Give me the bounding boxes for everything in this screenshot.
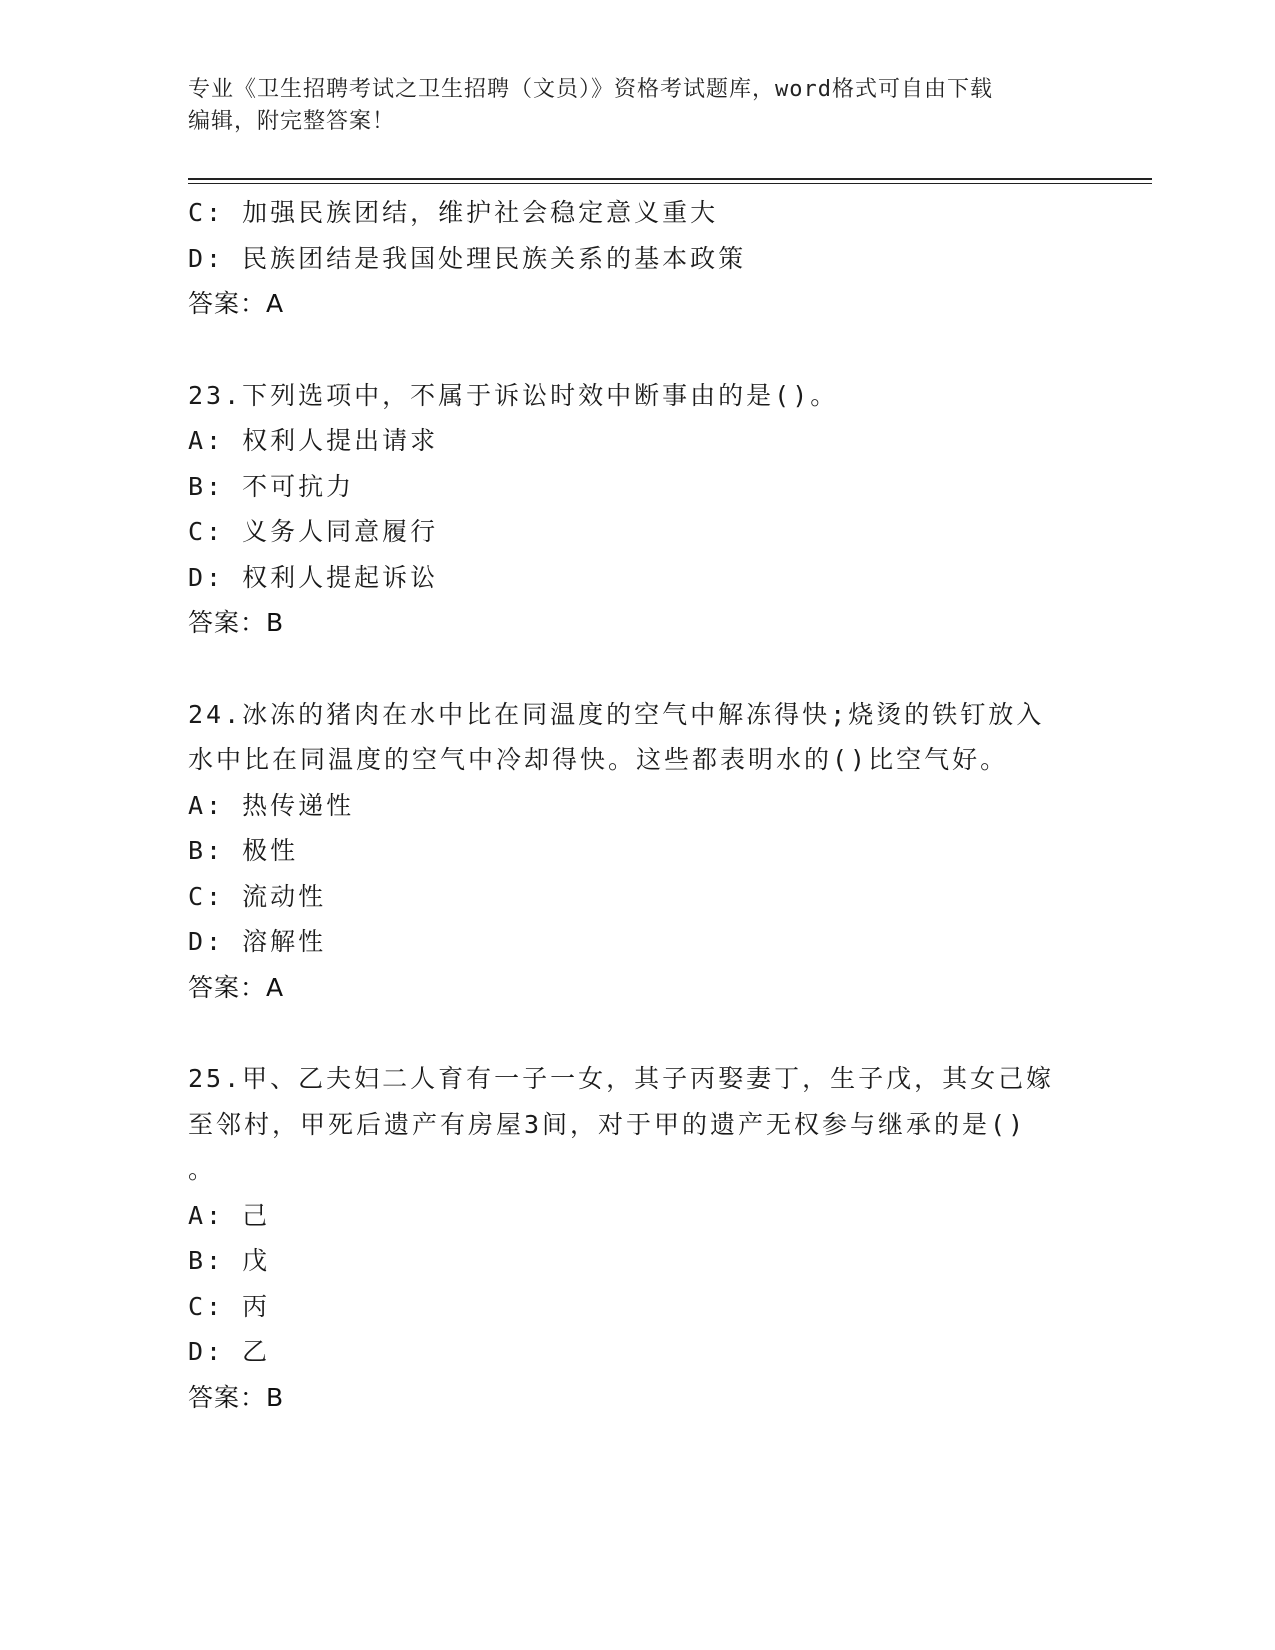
option-c: C: 流动性	[188, 881, 327, 911]
option-c: C: 加强民族团结，维护社会稳定意义重大	[188, 198, 719, 227]
question-stem-line-1: 24.冰冻的猪肉在水中比在同温度的空气中解冻得快;烧烫的铁钉放入	[188, 699, 1045, 729]
answer-line: 答案：B	[188, 608, 285, 637]
option-d: D: 乙	[188, 1337, 271, 1366]
question-list	[188, 190, 1088, 1420]
header-line-1: 专业《卫生招聘考试之卫生招聘（文员）》资格考试题库，word格式可自由下载	[188, 77, 993, 102]
question-stem-line-3: 。	[188, 1155, 217, 1184]
question-stem-line-2: 水中比在同温度的空气中冷却得快。这些都表明水的()比空气好。	[188, 745, 1009, 774]
answer-line: 答案：A	[188, 972, 285, 1002]
option-d: D: 溶解性	[188, 927, 327, 956]
header-divider-thick	[188, 178, 1152, 180]
option-b: B: 不可抗力	[188, 471, 355, 501]
spacer	[188, 1010, 1088, 1056]
answer-line: 答案：B	[188, 1382, 285, 1412]
question-block-prev	[188, 190, 1088, 327]
option-c: C: 丙	[188, 1291, 271, 1321]
answer-line: 答案：A	[188, 289, 285, 318]
question-block-24	[188, 692, 1088, 1011]
header-line-2: 编辑，附完整答案！	[188, 109, 396, 134]
spacer	[188, 327, 1088, 373]
option-d: D: 民族团结是我国处理民族关系的基本政策	[188, 243, 747, 273]
option-b: B: 极性	[188, 836, 299, 865]
question-stem: 23.下列选项中，不属于诉讼时效中断事由的是()。	[188, 380, 839, 410]
question-block-25	[188, 1056, 1088, 1420]
option-a: A: 热传递性	[188, 790, 355, 820]
option-b: B: 戊	[188, 1246, 271, 1275]
option-c: C: 义务人同意履行	[188, 517, 439, 546]
option-a: A: 己	[188, 1200, 271, 1230]
question-block-23	[188, 373, 1088, 646]
option-a: A: 权利人提出请求	[188, 426, 439, 455]
question-stem-line-1: 25.甲、乙夫妇二人育有一子一女，其子丙娶妻丁，生子戊，其女己嫁	[188, 1064, 1055, 1093]
spacer	[188, 646, 1088, 692]
question-stem-line-2: 至邻村，甲死后遗产有房屋3间，对于甲的遗产无权参与继承的是()	[188, 1109, 1027, 1139]
option-d: D: 权利人提起诉讼	[188, 562, 439, 592]
header-divider-thin	[188, 183, 1152, 184]
document-header	[188, 74, 1068, 138]
